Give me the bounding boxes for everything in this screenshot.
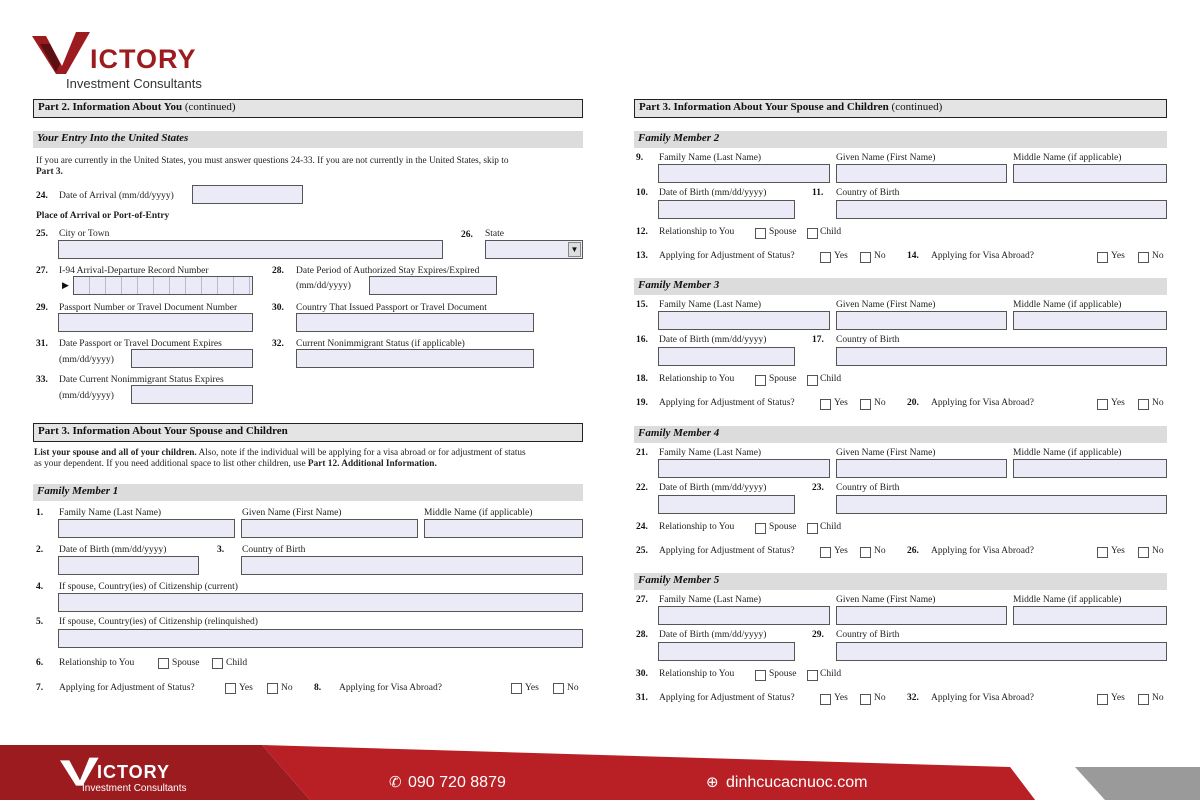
q30-label: Country That Issued Passport or Travel Document xyxy=(296,303,487,313)
q4-number: 4. xyxy=(36,582,44,592)
fm2-relationship-number: 12. xyxy=(636,227,648,237)
fm4-visa-yes-checkbox[interactable] xyxy=(1097,547,1108,558)
fm5-country-number: 29. xyxy=(812,630,824,640)
fm1-visa-no-label: No xyxy=(567,683,579,693)
fm3-dob-input[interactable] xyxy=(658,347,795,366)
fm1-adjust-yes-label: Yes xyxy=(239,683,253,693)
fm3-adjust-number: 19. xyxy=(636,398,648,408)
q24-label: Date of Arrival (mm/dd/yyyy) xyxy=(59,191,174,201)
fm5-family-label: Family Name (Last Name) xyxy=(659,595,762,605)
arrow-right-icon: ▶ xyxy=(62,280,69,290)
fm4-name-number: 21. xyxy=(636,448,648,458)
part3-continued-header: Part 3. Information About Your Spouse and Children (continued) xyxy=(634,99,1167,118)
q5-label: If spouse, Country(ies) of Citizenship (relinquished) xyxy=(59,617,258,627)
q8-label: Applying for Visa Abroad? xyxy=(339,683,442,693)
q1-family-label: Family Name (Last Name) xyxy=(59,508,162,518)
fm4-visa-no-checkbox[interactable] xyxy=(1138,547,1149,558)
fm2-country-label: Country of Birth xyxy=(836,188,900,198)
fm2-given-label: Given Name (First Name) xyxy=(836,153,936,163)
fm3-middle-label: Middle Name (if applicable) xyxy=(1013,300,1122,310)
fm3-country-number: 17. xyxy=(812,335,824,345)
logo-subtitle: Investment Consultants xyxy=(66,76,202,91)
fm3-dob-label: Date of Birth (mm/dd/yyyy) xyxy=(659,335,767,345)
family-member-3-title: Family Member 3 xyxy=(634,278,1167,295)
fm5-spouse-label: Spouse xyxy=(769,669,797,679)
part3-header: Part 3. Information About Your Spouse and Children xyxy=(33,423,583,442)
q28-format: (mm/dd/yyyy) xyxy=(296,281,351,291)
city-input[interactable] xyxy=(58,240,443,259)
fm4-visa-yes-label: Yes xyxy=(1111,546,1125,556)
q33-number: 33. xyxy=(36,375,48,385)
fm3-family-name-input[interactable] xyxy=(658,311,830,330)
fm4-relationship-number: 24. xyxy=(636,522,648,532)
q29-label: Passport Number or Travel Document Number xyxy=(59,303,238,313)
fm5-adjust-no-label: No xyxy=(874,693,886,703)
fm2-visa-yes-label: Yes xyxy=(1111,251,1125,261)
q3-label: Country of Birth xyxy=(242,545,306,555)
fm2-adjust-no-label: No xyxy=(874,251,886,261)
q32-number: 32. xyxy=(272,339,284,349)
nonimmigrant-status-input[interactable] xyxy=(296,349,534,368)
fm4-adjust-yes-label: Yes xyxy=(834,546,848,556)
fm3-adjust-no-label: No xyxy=(874,398,886,408)
fm3-family-label: Family Name (Last Name) xyxy=(659,300,762,310)
fm4-country-number: 23. xyxy=(812,483,824,493)
q26-number: 26. xyxy=(461,230,473,240)
fm1-child-checkbox[interactable] xyxy=(212,658,223,669)
fm3-relationship-number: 18. xyxy=(636,374,648,384)
fm5-child-checkbox[interactable] xyxy=(807,670,818,681)
fm1-citizenship-relinquished-input[interactable] xyxy=(58,629,583,648)
fm2-middle-name-input[interactable] xyxy=(1013,164,1167,183)
fm4-country-label: Country of Birth xyxy=(836,483,900,493)
part3-intro: List your spouse and all of your children. Also, note if the individual will be applying for a visa abroad or for adjustment of status as your dependent. If you need additional space to list other children, use Part 12. Additional Information. xyxy=(34,448,526,469)
fm3-adjust-label: Applying for Adjustment of Status? xyxy=(659,398,795,408)
fm3-country-of-birth-input[interactable] xyxy=(836,347,1167,366)
fm2-country-number: 11. xyxy=(812,188,824,198)
fm2-visa-yes-checkbox[interactable] xyxy=(1097,252,1108,263)
fm5-visa-yes-label: Yes xyxy=(1111,693,1125,703)
fm2-country-of-birth-input[interactable] xyxy=(836,200,1167,219)
fm2-dob-label: Date of Birth (mm/dd/yyyy) xyxy=(659,188,767,198)
q5-number: 5. xyxy=(36,617,44,627)
fm5-child-label: Child xyxy=(820,669,842,679)
victory-v-mark-icon xyxy=(32,30,92,74)
authorized-stay-input[interactable] xyxy=(369,276,497,295)
passport-country-input[interactable] xyxy=(296,313,534,332)
fm1-family-name-input[interactable] xyxy=(58,519,235,538)
dropdown-arrow-icon[interactable]: ▼ xyxy=(568,242,581,257)
q6-label: Relationship to You xyxy=(59,658,135,668)
fm4-adjust-no-label: No xyxy=(874,546,886,556)
fm2-visa-no-label: No xyxy=(1152,251,1164,261)
fm1-spouse-checkbox[interactable] xyxy=(158,658,169,669)
fm4-country-of-birth-input[interactable] xyxy=(836,495,1167,514)
passport-number-input[interactable] xyxy=(58,313,253,332)
fm4-given-name-input[interactable] xyxy=(836,459,1007,478)
q7-number: 7. xyxy=(36,683,44,693)
fm2-given-name-input[interactable] xyxy=(836,164,1007,183)
fm3-child-checkbox[interactable] xyxy=(807,375,818,386)
fm5-dob-input[interactable] xyxy=(658,642,795,661)
fm3-spouse-checkbox[interactable] xyxy=(755,375,766,386)
q3-number: 3. xyxy=(217,545,225,555)
fm1-adjust-no-label: No xyxy=(281,683,293,693)
fm5-adjust-yes-checkbox[interactable] xyxy=(820,694,831,705)
fm3-given-name-input[interactable] xyxy=(836,311,1007,330)
fm2-spouse-label: Spouse xyxy=(769,227,797,237)
q6-number: 6. xyxy=(36,658,44,668)
fm4-dob-number: 22. xyxy=(636,483,648,493)
i94-number-input[interactable] xyxy=(73,276,253,295)
q28-number: 28. xyxy=(272,266,284,276)
fm3-adjust-no-checkbox[interactable] xyxy=(860,399,871,410)
q28-label: Date Period of Authorized Stay Expires/Expired xyxy=(296,266,480,276)
fm4-family-name-input[interactable] xyxy=(658,459,830,478)
fm5-country-of-birth-input[interactable] xyxy=(836,642,1167,661)
q2-label: Date of Birth (mm/dd/yyyy) xyxy=(59,545,167,555)
fm4-middle-label: Middle Name (if applicable) xyxy=(1013,448,1122,458)
fm2-adjust-number: 13. xyxy=(636,251,648,261)
q1-given-label: Given Name (First Name) xyxy=(242,508,342,518)
fm3-given-label: Given Name (First Name) xyxy=(836,300,936,310)
fm3-visa-no-label: No xyxy=(1152,398,1164,408)
fm4-middle-name-input[interactable] xyxy=(1013,459,1167,478)
q8-number: 8. xyxy=(314,683,322,693)
fm4-adjust-number: 25. xyxy=(636,546,648,556)
fm5-adjust-yes-label: Yes xyxy=(834,693,848,703)
q32-label: Current Nonimmigrant Status (if applicable) xyxy=(296,339,465,349)
fm1-citizenship-current-input[interactable] xyxy=(58,593,583,612)
fm2-adjust-no-checkbox[interactable] xyxy=(860,252,871,263)
q29-number: 29. xyxy=(36,303,48,313)
fm3-country-label: Country of Birth xyxy=(836,335,900,345)
family-member-5-title: Family Member 5 xyxy=(634,573,1167,590)
fm1-given-name-input[interactable] xyxy=(241,519,418,538)
fm4-adjust-yes-checkbox[interactable] xyxy=(820,547,831,558)
fm2-dob-number: 10. xyxy=(636,188,648,198)
fm2-name-number: 9. xyxy=(636,153,644,163)
fm5-relationship-label: Relationship to You xyxy=(659,669,735,679)
fm1-adjust-yes-checkbox[interactable] xyxy=(225,683,236,694)
fm5-dob-number: 28. xyxy=(636,630,648,640)
fm2-family-label: Family Name (Last Name) xyxy=(659,153,762,163)
date-of-arrival-input[interactable] xyxy=(192,185,303,204)
q26-label: State xyxy=(485,229,504,239)
fm4-spouse-checkbox[interactable] xyxy=(755,523,766,534)
q4-label: If spouse, Country(ies) of Citizenship (current) xyxy=(59,582,238,592)
fm5-adjust-no-checkbox[interactable] xyxy=(860,694,871,705)
fm1-child-label: Child xyxy=(226,658,248,668)
fm5-spouse-checkbox[interactable] xyxy=(755,670,766,681)
q1-number: 1. xyxy=(36,508,44,518)
victory-logo xyxy=(32,30,232,92)
footer-subtitle: Investment Consultants xyxy=(82,783,187,794)
fm5-dob-label: Date of Birth (mm/dd/yyyy) xyxy=(659,630,767,640)
q2-number: 2. xyxy=(36,545,44,555)
fm3-child-label: Child xyxy=(820,374,842,384)
fm5-given-label: Given Name (First Name) xyxy=(836,595,936,605)
fm1-visa-no-checkbox[interactable] xyxy=(553,683,564,694)
fm2-middle-label: Middle Name (if applicable) xyxy=(1013,153,1122,163)
fm4-spouse-label: Spouse xyxy=(769,522,797,532)
fm5-middle-name-input[interactable] xyxy=(1013,606,1167,625)
q31-format: (mm/dd/yyyy) xyxy=(59,355,114,365)
fm2-family-name-input[interactable] xyxy=(658,164,830,183)
globe-icon: ⊕ xyxy=(706,774,719,791)
fm1-middle-name-input[interactable] xyxy=(424,519,583,538)
part2-header: Part 2. Information About You (continued) xyxy=(33,99,583,118)
q7-label: Applying for Adjustment of Status? xyxy=(59,683,195,693)
fm2-child-label: Child xyxy=(820,227,842,237)
fm4-visa-number: 26. xyxy=(907,546,919,556)
phone-icon: ✆ xyxy=(389,774,402,791)
q31-label: Date Passport or Travel Document Expires xyxy=(59,339,222,349)
fm3-visa-number: 20. xyxy=(907,398,919,408)
fm5-country-label: Country of Birth xyxy=(836,630,900,640)
fm2-child-checkbox[interactable] xyxy=(807,228,818,239)
fm5-given-name-input[interactable] xyxy=(836,606,1007,625)
fm5-relationship-number: 30. xyxy=(636,669,648,679)
fm3-dob-number: 16. xyxy=(636,335,648,345)
fm4-dob-input[interactable] xyxy=(658,495,795,514)
fm3-visa-yes-label: Yes xyxy=(1111,398,1125,408)
place-of-arrival-heading: Place of Arrival or Port-of-Entry xyxy=(36,211,170,221)
entry-note: If you are currently in the United States, you must answer questions 24-33. If you are not currently in the United States, skip to Part 3. xyxy=(36,156,509,177)
state-select[interactable] xyxy=(485,240,583,259)
fm5-adjust-number: 31. xyxy=(636,693,648,703)
fm3-adjust-yes-checkbox[interactable] xyxy=(820,399,831,410)
fm4-adjust-no-checkbox[interactable] xyxy=(860,547,871,558)
fm4-given-label: Given Name (First Name) xyxy=(836,448,936,458)
fm5-adjust-label: Applying for Adjustment of Status? xyxy=(659,693,795,703)
fm3-relationship-label: Relationship to You xyxy=(659,374,735,384)
fm4-child-label: Child xyxy=(820,522,842,532)
entry-section-title: Your Entry Into the United States xyxy=(33,131,583,148)
q27-number: 27. xyxy=(36,266,48,276)
fm5-visa-number: 32. xyxy=(907,693,919,703)
fm2-visa-label: Applying for Visa Abroad? xyxy=(931,251,1034,261)
q33-label: Date Current Nonimmigrant Status Expires xyxy=(59,375,224,385)
q31-number: 31. xyxy=(36,339,48,349)
fm1-spouse-label: Spouse xyxy=(172,658,200,668)
q1-middle-label: Middle Name (if applicable) xyxy=(424,508,533,518)
fm4-visa-no-label: No xyxy=(1152,546,1164,556)
q24-number: 24. xyxy=(36,191,48,201)
fm3-spouse-label: Spouse xyxy=(769,374,797,384)
footer-v-mark-icon xyxy=(60,756,100,786)
fm5-family-name-input[interactable] xyxy=(658,606,830,625)
fm3-visa-no-checkbox[interactable] xyxy=(1138,399,1149,410)
fm3-adjust-yes-label: Yes xyxy=(834,398,848,408)
footer-phone[interactable]: 090 720 8879 xyxy=(408,774,506,791)
fm5-visa-no-checkbox[interactable] xyxy=(1138,694,1149,705)
fm3-visa-yes-checkbox[interactable] xyxy=(1097,399,1108,410)
footer-banner xyxy=(0,745,1200,800)
fm5-middle-label: Middle Name (if applicable) xyxy=(1013,595,1122,605)
fm5-name-number: 27. xyxy=(636,595,648,605)
q25-number: 25. xyxy=(36,229,48,239)
fm4-child-checkbox[interactable] xyxy=(807,523,818,534)
fm5-visa-label: Applying for Visa Abroad? xyxy=(931,693,1034,703)
fm1-country-of-birth-input[interactable] xyxy=(241,556,583,575)
fm1-visa-yes-checkbox[interactable] xyxy=(511,683,522,694)
fm3-middle-name-input[interactable] xyxy=(1013,311,1167,330)
q27-label: I-94 Arrival-Departure Record Number xyxy=(59,266,209,276)
fm4-adjust-label: Applying for Adjustment of Status? xyxy=(659,546,795,556)
family-member-2-title: Family Member 2 xyxy=(634,131,1167,148)
fm2-adjust-yes-label: Yes xyxy=(834,251,848,261)
fm2-relationship-label: Relationship to You xyxy=(659,227,735,237)
footer-website[interactable]: dinhcucacnuoc.com xyxy=(726,774,868,791)
fm5-visa-no-label: No xyxy=(1152,693,1164,703)
family-member-4-title: Family Member 4 xyxy=(634,426,1167,443)
fm4-dob-label: Date of Birth (mm/dd/yyyy) xyxy=(659,483,767,493)
fm4-visa-label: Applying for Visa Abroad? xyxy=(931,546,1034,556)
fm3-visa-label: Applying for Visa Abroad? xyxy=(931,398,1034,408)
fm3-name-number: 15. xyxy=(636,300,648,310)
q33-format: (mm/dd/yyyy) xyxy=(59,391,114,401)
fm2-adjust-label: Applying for Adjustment of Status? xyxy=(659,251,795,261)
status-expiry-input[interactable] xyxy=(131,385,253,404)
fm1-dob-input[interactable] xyxy=(58,556,199,575)
fm2-adjust-yes-checkbox[interactable] xyxy=(820,252,831,263)
fm2-visa-no-checkbox[interactable] xyxy=(1138,252,1149,263)
footer-brand-text: ICTORY xyxy=(97,762,171,782)
fm2-dob-input[interactable] xyxy=(658,200,795,219)
fm5-visa-yes-checkbox[interactable] xyxy=(1097,694,1108,705)
fm4-family-label: Family Name (Last Name) xyxy=(659,448,762,458)
q30-number: 30. xyxy=(272,303,284,313)
fm4-relationship-label: Relationship to You xyxy=(659,522,735,532)
q25-label: City or Town xyxy=(59,229,110,239)
logo-brand-text: ICTORY xyxy=(90,44,197,74)
fm2-spouse-checkbox[interactable] xyxy=(755,228,766,239)
passport-expiry-input[interactable] xyxy=(131,349,253,368)
fm2-visa-number: 14. xyxy=(907,251,919,261)
family-member-1-title: Family Member 1 xyxy=(33,484,583,501)
fm1-visa-yes-label: Yes xyxy=(525,683,539,693)
fm1-adjust-no-checkbox[interactable] xyxy=(267,683,278,694)
